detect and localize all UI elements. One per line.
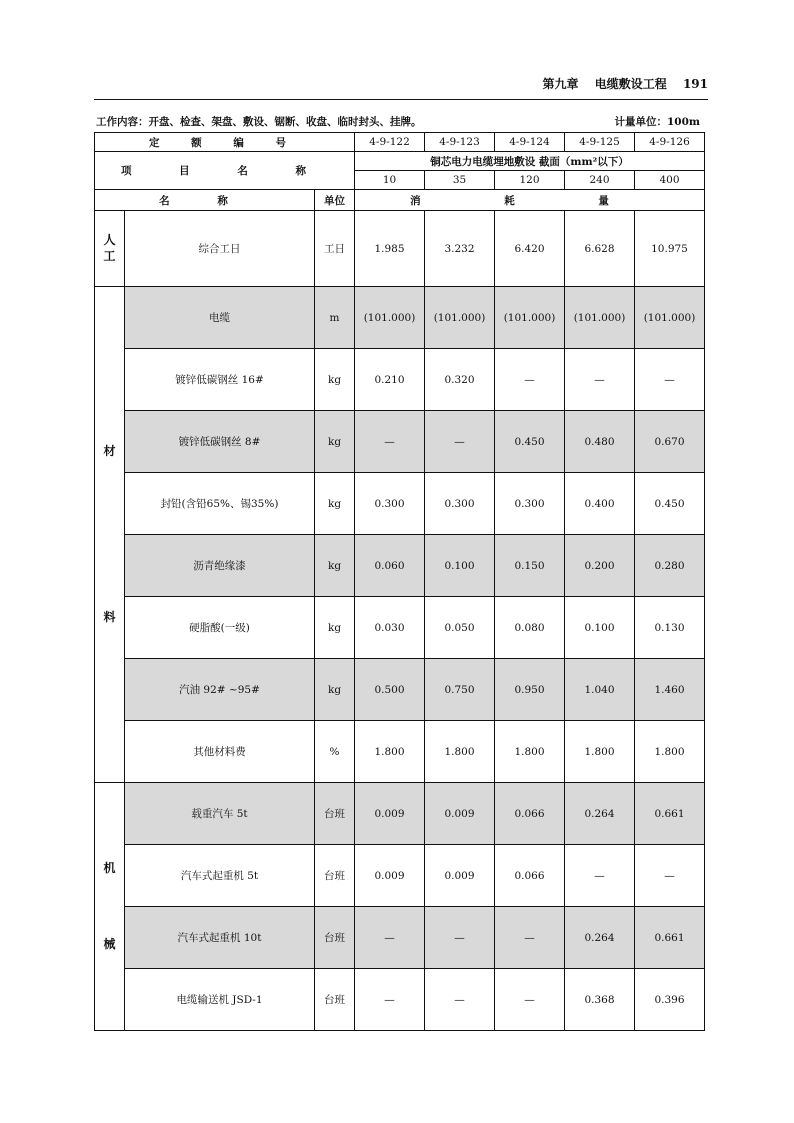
consumption-value: 0.300 (355, 473, 425, 535)
item-unit: 台班 (315, 969, 355, 1031)
consumption-value: — (355, 411, 425, 473)
consumption-value: 0.300 (425, 473, 495, 535)
column-header-row (95, 190, 705, 211)
consumption-value: — (565, 349, 635, 411)
section-value: 10 (355, 171, 425, 190)
category-char: 机 (103, 860, 116, 875)
item-name-label: 项 目 名 称 (95, 152, 355, 190)
item-name: 封铅(含铅65%、锡35%) (125, 473, 315, 535)
consumption-value: 1.800 (635, 721, 705, 783)
consumption-value: 0.150 (495, 535, 565, 597)
consumption-value: 0.280 (635, 535, 705, 597)
consumption-value: 1.800 (355, 721, 425, 783)
item-name: 镀锌低碳钢丝 16# (125, 349, 315, 411)
consumption-value: 1.460 (635, 659, 705, 721)
consumption-value: (101.000) (355, 287, 425, 349)
consumption-value: 10.975 (635, 211, 705, 287)
quota-code: 4-9-125 (565, 133, 635, 152)
materials-row (95, 411, 705, 473)
materials-row (95, 659, 705, 721)
item-unit: 工日 (315, 211, 355, 287)
item-name: 沥青绝缘漆 (125, 535, 315, 597)
chapter-title: 电缆敷设工程 (594, 77, 667, 91)
consumption-value: — (565, 845, 635, 907)
consumption-value: — (495, 349, 565, 411)
consumption-value: 6.628 (565, 211, 635, 287)
category-char: 料 (103, 609, 116, 624)
materials-row (95, 721, 705, 783)
consumption-value: 0.210 (355, 349, 425, 411)
consumption-value: (101.000) (635, 287, 705, 349)
consumption-value: 3.232 (425, 211, 495, 287)
consumption-value: 0.080 (495, 597, 565, 659)
consumption-value: (101.000) (495, 287, 565, 349)
item-unit: 台班 (315, 845, 355, 907)
consumption-value: 0.300 (495, 473, 565, 535)
consumption-value: 0.060 (355, 535, 425, 597)
consumption-value: 0.400 (565, 473, 635, 535)
item-name: 电缆 (125, 287, 315, 349)
section-value: 35 (425, 171, 495, 190)
machinery-row (95, 907, 705, 969)
category-char: 工 (103, 248, 116, 263)
quota-code-row (95, 133, 705, 152)
quota-code: 4-9-122 (355, 133, 425, 152)
item-unit: 台班 (315, 783, 355, 845)
item-name: 镀锌低碳钢丝 8# (125, 411, 315, 473)
consumption-value: — (495, 907, 565, 969)
category-char: 械 (103, 936, 116, 951)
consumption-value: 1.800 (425, 721, 495, 783)
machinery-row (95, 969, 705, 1031)
consumption-value: 0.661 (635, 907, 705, 969)
consumption-value: (101.000) (565, 287, 635, 349)
consumption-value: 0.320 (425, 349, 495, 411)
materials-row (95, 473, 705, 535)
consumption-value: 1.985 (355, 211, 425, 287)
quota-code-label: 定 额 编 号 (95, 133, 355, 152)
consumption-value: — (355, 907, 425, 969)
page-number: 191 (682, 77, 708, 91)
item-name: 综合工日 (125, 211, 315, 287)
consumption-value: 0.009 (425, 845, 495, 907)
col-unit-header: 单位 (315, 190, 355, 211)
materials-category (95, 287, 125, 783)
consumption-value: 0.030 (355, 597, 425, 659)
item-name: 电缆输送机 JSD-1 (125, 969, 315, 1031)
materials-row (95, 535, 705, 597)
item-unit: kg (315, 473, 355, 535)
machinery-category (95, 783, 125, 1031)
work-content-line (96, 114, 706, 130)
item-name: 汽油 92# ~95# (125, 659, 315, 721)
item-title: 铜芯电力电缆埋地敷设 截面（mm²以下） (355, 152, 705, 171)
item-name: 汽车式起重机 10t (125, 907, 315, 969)
consumption-value: 0.100 (425, 535, 495, 597)
consumption-value: — (635, 845, 705, 907)
consumption-value: 6.420 (495, 211, 565, 287)
consumption-value: 0.050 (425, 597, 495, 659)
quota-table-body (95, 133, 705, 1031)
section-value: 400 (635, 171, 705, 190)
chapter-number: 第九章 (542, 77, 579, 91)
consumption-value: 1.800 (495, 721, 565, 783)
item-unit: m (315, 287, 355, 349)
item-unit: kg (315, 597, 355, 659)
consumption-value: — (425, 907, 495, 969)
item-name: 载重汽车 5t (125, 783, 315, 845)
labor-row (95, 211, 705, 287)
consumption-value: 0.264 (565, 907, 635, 969)
col-consumption-header: 消 耗 量 (355, 190, 705, 211)
machinery-row (95, 783, 705, 845)
materials-row (95, 349, 705, 411)
consumption-value: 0.950 (495, 659, 565, 721)
consumption-value: — (425, 969, 495, 1031)
item-unit: kg (315, 349, 355, 411)
consumption-value: 0.100 (565, 597, 635, 659)
work-content: 工作内容：开盘、检查、架盘、敷设、锯断、收盘、临时封头、挂牌。 (96, 116, 422, 128)
consumption-value: 0.450 (495, 411, 565, 473)
consumption-value: — (635, 349, 705, 411)
consumption-value: 0.368 (565, 969, 635, 1031)
consumption-value: 0.264 (565, 783, 635, 845)
consumption-value: 0.066 (495, 783, 565, 845)
measure-unit: 计量单位：100m (614, 116, 700, 128)
consumption-value: 0.750 (425, 659, 495, 721)
quota-code: 4-9-126 (635, 133, 705, 152)
consumption-value: 0.009 (425, 783, 495, 845)
labor-category (95, 211, 125, 287)
section-value: 120 (495, 171, 565, 190)
consumption-value: 0.450 (635, 473, 705, 535)
item-unit: kg (315, 535, 355, 597)
consumption-value: 0.661 (635, 783, 705, 845)
item-name: 其他材料费 (125, 721, 315, 783)
consumption-value: 1.800 (565, 721, 635, 783)
item-unit: kg (315, 659, 355, 721)
consumption-value: 0.670 (635, 411, 705, 473)
consumption-value: 0.009 (355, 783, 425, 845)
quota-table (94, 132, 705, 1031)
consumption-value: — (355, 969, 425, 1031)
consumption-value: 0.500 (355, 659, 425, 721)
consumption-value: 0.066 (495, 845, 565, 907)
consumption-value: 0.480 (565, 411, 635, 473)
category-char: 人 (103, 232, 116, 247)
materials-row (95, 287, 705, 349)
item-unit: 台班 (315, 907, 355, 969)
item-name: 硬脂酸(一级) (125, 597, 315, 659)
consumption-value: (101.000) (425, 287, 495, 349)
item-unit: % (315, 721, 355, 783)
consumption-value: — (495, 969, 565, 1031)
machinery-row (95, 845, 705, 907)
header-rule (94, 99, 708, 100)
col-name-header: 名 称 (95, 190, 315, 211)
consumption-value: 0.396 (635, 969, 705, 1031)
item-title-row (95, 152, 705, 171)
section-value: 240 (565, 171, 635, 190)
materials-row (95, 597, 705, 659)
consumption-value: — (425, 411, 495, 473)
page-header (94, 74, 708, 94)
consumption-value: 1.040 (565, 659, 635, 721)
consumption-value: 0.009 (355, 845, 425, 907)
item-name: 汽车式起重机 5t (125, 845, 315, 907)
item-unit: kg (315, 411, 355, 473)
quota-code: 4-9-123 (425, 133, 495, 152)
consumption-value: 0.200 (565, 535, 635, 597)
quota-code: 4-9-124 (495, 133, 565, 152)
consumption-value: 0.130 (635, 597, 705, 659)
category-char: 材 (103, 443, 116, 458)
